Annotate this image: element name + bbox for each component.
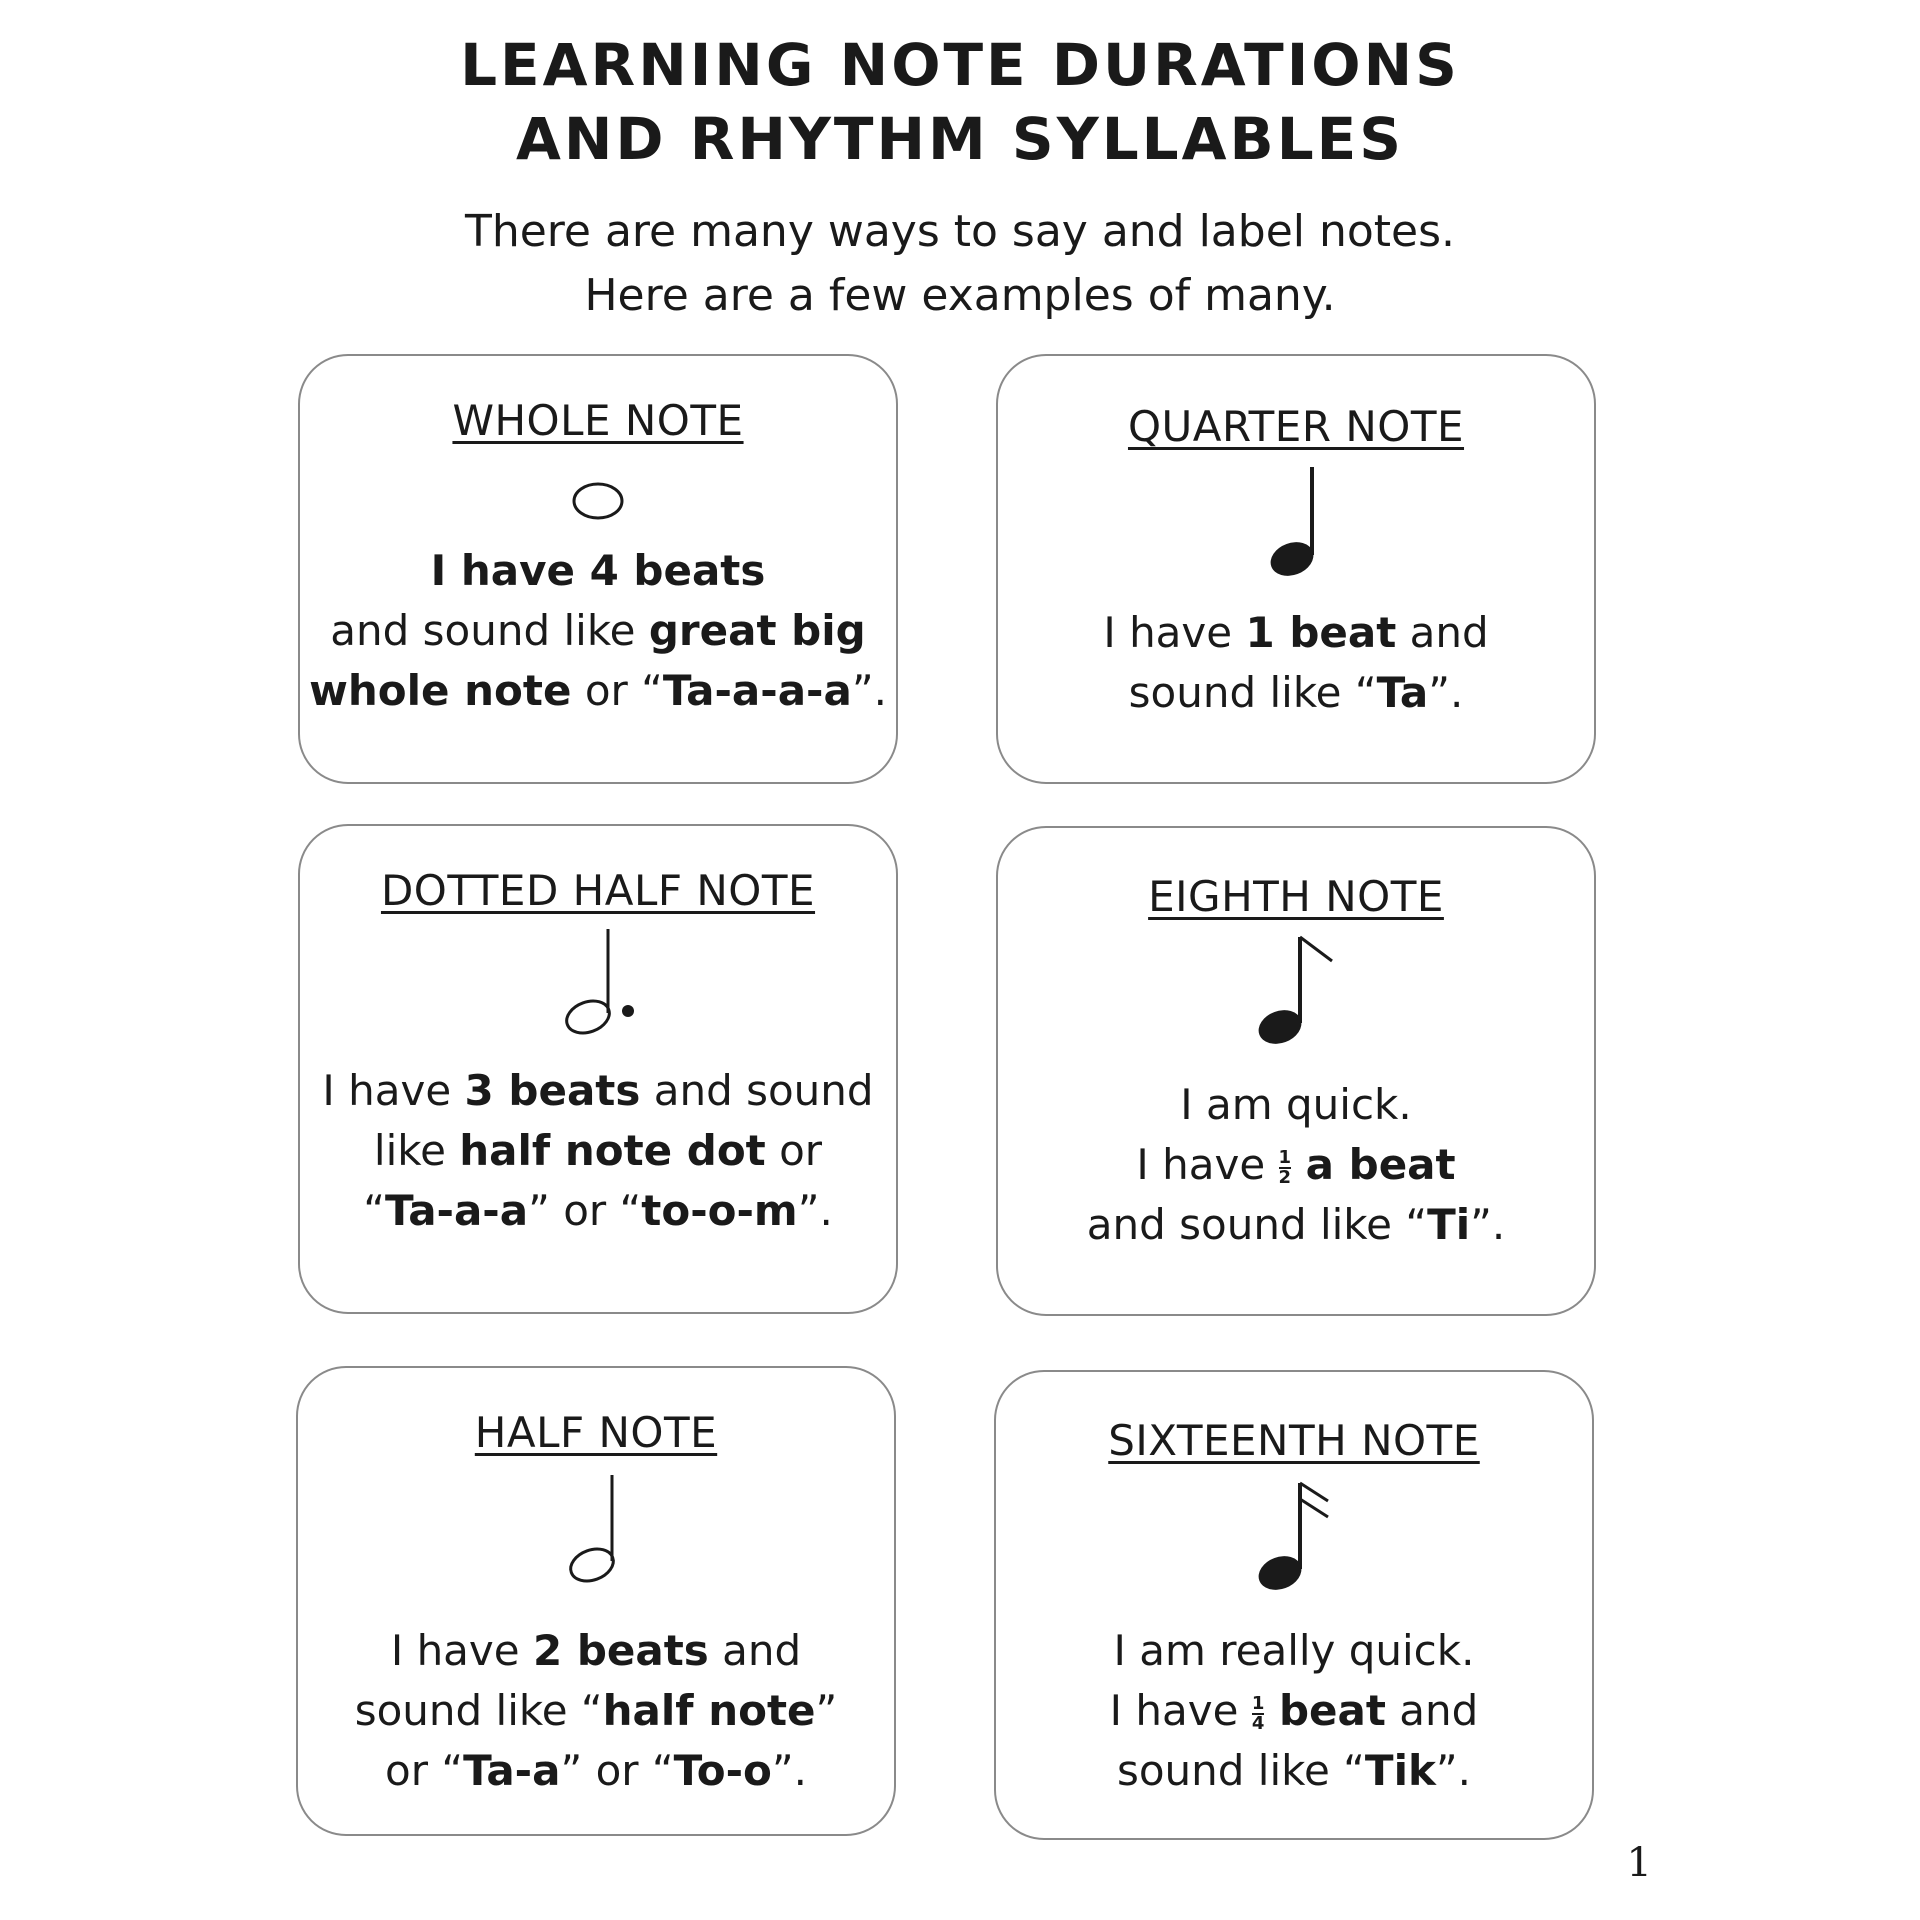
card-title: EIGHTH NOTE — [1148, 872, 1444, 921]
eighth-note-icon — [1236, 931, 1356, 1051]
card-sixteenth-note — [994, 1370, 1594, 1840]
card-text-part: or — [765, 1126, 823, 1175]
card-quarter-note — [996, 354, 1596, 784]
card-text-bold: half note — [602, 1686, 816, 1735]
card-title: WHOLE NOTE — [452, 396, 744, 445]
intro-line-2: Here are a few examples of many. — [584, 270, 1336, 321]
card-text-bold: 3 beats — [464, 1066, 641, 1115]
card-text-part: and sound like — [330, 606, 649, 655]
card-text — [998, 603, 1594, 723]
whole-note-icon — [558, 465, 638, 535]
card-text-part: and sound like “ — [1086, 1200, 1428, 1249]
card-text-bold: to-o-m — [641, 1186, 798, 1235]
card-text-part: sound like “ — [354, 1686, 603, 1735]
card-text-part: I have — [1103, 608, 1246, 657]
intro-text — [0, 200, 1920, 328]
card-text-bold: whole note — [309, 666, 572, 715]
card-text-part: and — [708, 1626, 802, 1675]
card-half-note — [296, 1366, 896, 1836]
fraction-numerator: 1 — [1251, 1692, 1265, 1714]
card-text-bold: Tik — [1364, 1746, 1436, 1795]
card-text-part: “ — [363, 1186, 385, 1235]
title-line-2: AND RHYTHM SYLLABLES — [515, 105, 1405, 173]
fraction-denominator: 2 — [1278, 1166, 1292, 1188]
card-dotted-half-note — [298, 824, 898, 1314]
card-title: HALF NOTE — [474, 1408, 718, 1457]
card-text-part: and sound — [640, 1066, 874, 1115]
card-text-bold: Ta-a — [463, 1746, 561, 1795]
card-text-part: ”. — [1428, 668, 1464, 717]
card-text — [298, 1621, 894, 1801]
card-text-bold: Ta-a-a — [384, 1186, 529, 1235]
page-number: 1 — [1626, 1840, 1652, 1886]
card-text-part: or “ — [385, 1746, 464, 1795]
card-text-part: ”. — [1435, 1746, 1472, 1795]
fraction — [1278, 1146, 1292, 1188]
card-text-part: ” or “ — [560, 1746, 674, 1795]
fraction — [1251, 1692, 1265, 1734]
card-text — [300, 1061, 896, 1241]
page-title — [0, 28, 1920, 176]
card-text-bold: 1 beat — [1245, 608, 1397, 657]
card-text-bold: beat — [1264, 1686, 1386, 1735]
card-text-part: ”. — [771, 1746, 807, 1795]
card-text-part: sound like “ — [1116, 1746, 1365, 1795]
card-title: QUARTER NOTE — [1127, 402, 1465, 451]
card-text-part: ”. — [851, 666, 887, 715]
card-text-part: ”. — [797, 1186, 833, 1235]
card-text-part: and — [1385, 1686, 1479, 1735]
quarter-note-icon — [1246, 463, 1346, 583]
card-text-bold: 2 beats — [532, 1626, 709, 1675]
card-text-bold: Ta-a-a-a — [662, 666, 852, 715]
card-text-part: I am really quick. — [1113, 1626, 1475, 1675]
card-text — [300, 541, 896, 721]
card-text-bold: To-o — [673, 1746, 772, 1795]
card-text-bold: half note dot — [459, 1126, 766, 1175]
card-text-part: I have — [1136, 1140, 1279, 1189]
card-text-part: sound like “ — [1128, 668, 1377, 717]
half-note-icon — [546, 1471, 646, 1591]
card-text — [996, 1621, 1592, 1801]
card-text-part: or “ — [571, 666, 663, 715]
card-text-part: ” or “ — [528, 1186, 642, 1235]
fraction-denominator: 4 — [1251, 1712, 1265, 1734]
dotted-half-note-icon — [538, 925, 658, 1045]
card-text-bold: a beat — [1291, 1140, 1456, 1189]
card-text-bold: Ti — [1427, 1200, 1471, 1249]
card-text-part: I am quick. — [1180, 1080, 1412, 1129]
title-line-1: LEARNING NOTE DURATIONS — [460, 31, 1460, 99]
card-title: SIXTEENTH NOTE — [1108, 1416, 1480, 1465]
card-text-bold: Ta — [1376, 668, 1429, 717]
card-text-part: ”. — [1470, 1200, 1506, 1249]
card-text-bold: I have 4 beats — [430, 546, 766, 595]
card-whole-note — [298, 354, 898, 784]
card-text-part: I have — [1109, 1686, 1252, 1735]
card-text-part: and — [1396, 608, 1489, 657]
card-text — [998, 1075, 1594, 1255]
card-text-part: I have — [390, 1626, 533, 1675]
card-text-part: like — [373, 1126, 460, 1175]
card-text-part: ” — [815, 1686, 838, 1735]
fraction-numerator: 1 — [1278, 1146, 1292, 1168]
sixteenth-note-icon — [1234, 1477, 1354, 1597]
card-title: DOTTED HALF NOTE — [380, 866, 816, 915]
card-text-part: I have — [322, 1066, 465, 1115]
intro-line-1: There are many ways to say and label notes. — [464, 206, 1456, 257]
card-eighth-note — [996, 826, 1596, 1316]
card-text-bold: great big — [648, 606, 866, 655]
